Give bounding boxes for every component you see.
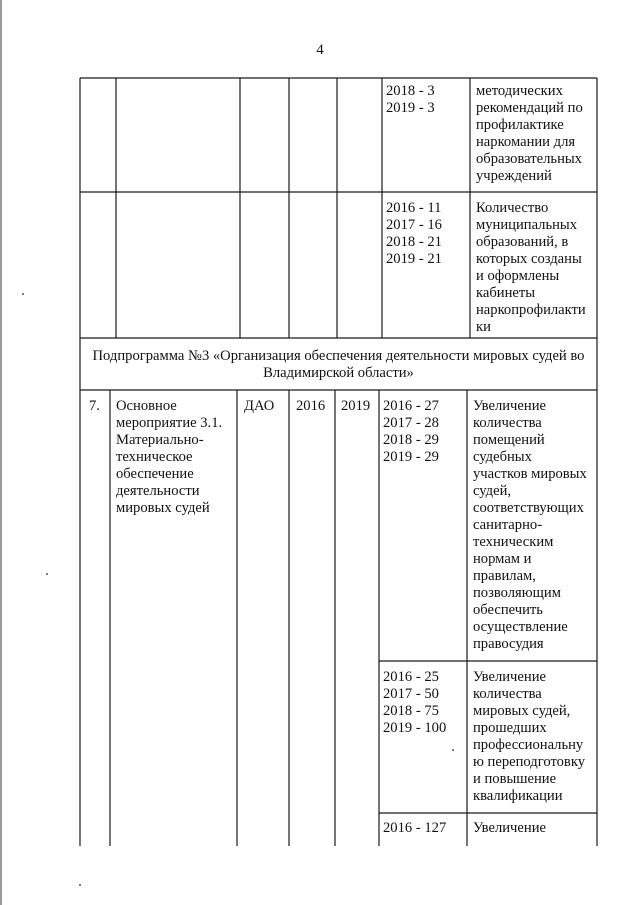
page-number: 4 (316, 42, 324, 58)
row-7-executor: ДАО (244, 398, 275, 414)
scan-speck (46, 573, 48, 575)
row-7-end-year: 2019 (341, 398, 371, 414)
row-7-measure: Основное мероприятие 3.1. Материально- техническое обеспечение деятельности мировых судей (116, 398, 223, 516)
row-7-number: 7. (89, 398, 100, 414)
indicator-3-values: 2016 - 127 (383, 820, 447, 836)
indicator-3-result: Увеличение (473, 820, 546, 836)
subprogram-heading: Подпрограмма №3 «Организация обеспечения деятельности мировых судей во Владимирской области» (92, 348, 585, 381)
indicator-1-result: Увеличение количества помещений судебных участков мировых судей, соответствующих санитарно- техническим нормам и правилам, позволяющим обеспечить осуществление правосудия (473, 398, 587, 652)
indicator-2-values: 2016 - 25 2017 - 50 2018 - 75 2019 - 100 (383, 669, 447, 736)
row-2-values: 2016 - 11 2017 - 16 2018 - 21 2019 - 21 (386, 200, 442, 267)
row-1-values: 2018 - 3 2019 - 3 (386, 83, 435, 116)
indicator-2-result: Увеличение количества мировых судей, прошедших профессиональну ю переподготовку и повышение квалификации (473, 669, 586, 804)
row-7-start-year: 2016 (296, 398, 326, 414)
scan-speck (452, 749, 454, 751)
indicator-1-values: 2016 - 27 2017 - 28 2018 - 29 2019 - 29 (383, 398, 439, 465)
scan-speck (22, 293, 24, 295)
row-1-result: методических рекомендаций по профилактике наркомании для образовательных учреждений (476, 83, 583, 184)
scan-speck (79, 884, 81, 886)
row-2-result: Количество муниципальных образований, в которых созданы и оформлены кабинеты наркопрофилакти ки (476, 200, 586, 335)
